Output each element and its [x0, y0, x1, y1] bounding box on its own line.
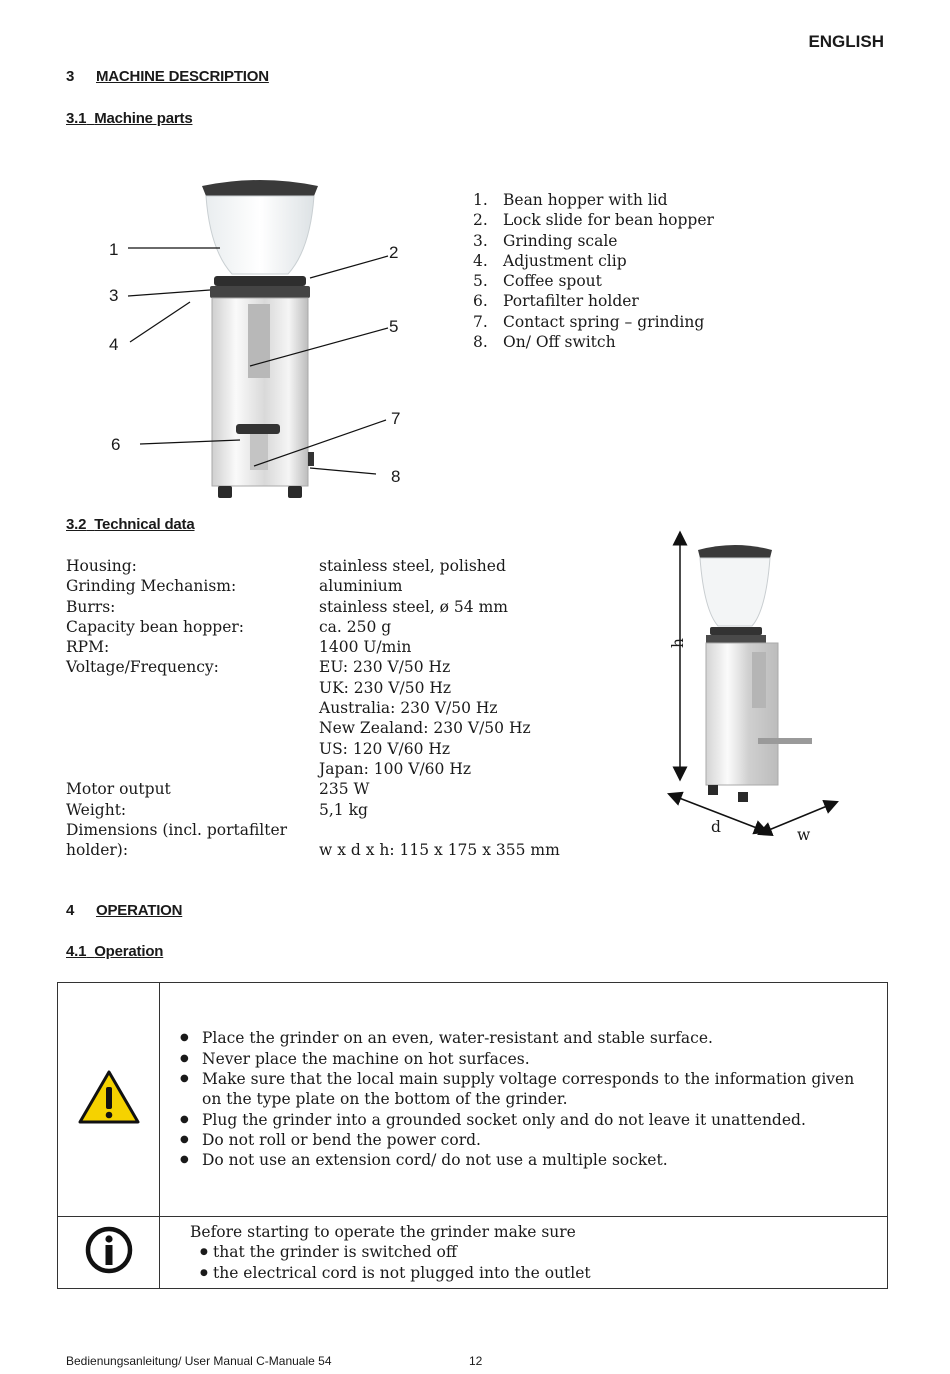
section-number: 3	[66, 68, 75, 85]
table-row: Voltage/Frequency: EU: 230 V/50 Hz UK: 230 V/50 Hz Australia: 230 V/50 Hz New Zealand: 230 V/50 Hz US: 120 V/60 Hz Japan: 100 V/60 Hz	[66, 658, 531, 778]
footer-title: Bedienungsanleitung/ User Manual C-Manuale 54	[66, 1354, 332, 1368]
warning-text-cell	[160, 983, 888, 1217]
table-row	[58, 983, 888, 1217]
list-item: ● Place the grinder on an even, water-resistant and stable surface.	[180, 1028, 857, 1048]
callout-5: 5	[389, 317, 399, 336]
list-item: ● Never place the machine on hot surfaces.	[180, 1049, 857, 1069]
section-number: 4	[66, 902, 75, 919]
list-item: ● Do not use an extension cord/ do not use a multiple socket.	[180, 1150, 857, 1170]
list-item: 8. On/ Off switch	[473, 333, 616, 352]
dimension-depth-label: d	[711, 818, 721, 836]
warning-icon-cell	[58, 983, 160, 1217]
info-icon-cell	[58, 1217, 160, 1289]
warning-icon	[77, 1069, 141, 1125]
section-title: OPERATION	[96, 902, 183, 919]
section-heading-4	[66, 902, 182, 919]
table-row: Motor output 235 W	[66, 780, 370, 799]
parts-list	[473, 190, 714, 352]
list-item: ● Make sure that the local main supply voltage corresponds to the information given on the type plate on the bottom of the grinder.	[180, 1069, 857, 1110]
subsection-number: 4.1	[66, 943, 87, 960]
section-title: MACHINE DESCRIPTION	[96, 68, 269, 85]
grinder-dimensions-illustration	[660, 530, 850, 850]
list-item: ● the electrical cord is not plugged into the outlet	[200, 1263, 877, 1283]
callout-8: 8	[391, 467, 401, 486]
list-item: 5. Coffee spout	[473, 272, 602, 291]
list-item: 2. Lock slide for bean hopper	[473, 211, 714, 230]
grinder-parts-illustration	[100, 170, 430, 510]
subsection-title: Machine parts	[94, 110, 193, 127]
callout-7: 7	[391, 409, 401, 428]
table-row: Housing: stainless steel, polished	[66, 557, 506, 575]
table-row: Capacity bean hopper: ca. 250 g	[66, 617, 392, 636]
technical-data-table	[66, 556, 586, 860]
list-item: 4. Adjustment clip	[473, 251, 627, 270]
subsection-number: 3.2	[66, 516, 87, 533]
list-item: 1. Bean hopper with lid	[473, 191, 668, 209]
info-icon	[84, 1225, 134, 1275]
info-list	[190, 1242, 877, 1283]
subsection-number: 3.1	[66, 110, 87, 127]
table-row	[58, 1217, 888, 1289]
subsection-heading-3-2	[66, 516, 195, 533]
callout-4: 4	[109, 335, 119, 354]
info-text-cell	[160, 1217, 888, 1289]
subsection-title: Operation	[94, 943, 164, 960]
callout-1: 1	[109, 240, 119, 259]
list-item: 3. Grinding scale	[473, 231, 618, 250]
callout-2: 2	[389, 243, 399, 262]
table-row: Weight: 5,1 kg	[66, 800, 368, 819]
table-row: RPM: 1400 U/min	[66, 638, 412, 657]
info-intro: Before starting to operate the grinder make sure	[190, 1223, 576, 1242]
subsection-heading-4-1	[66, 943, 163, 960]
dimension-height-label: h	[669, 638, 687, 648]
page-number: 12	[469, 1354, 483, 1368]
safety-notes-table	[57, 982, 888, 1289]
language-label: ENGLISH	[808, 32, 884, 51]
list-item: ● Do not roll or bend the power cord.	[180, 1130, 857, 1150]
subsection-heading-3-1	[66, 110, 192, 127]
list-item: 7. Contact spring – grinding	[473, 312, 705, 331]
table-row: Grinding Mechanism: aluminium	[66, 577, 403, 596]
section-heading-3	[66, 68, 269, 85]
callout-6: 6	[111, 435, 121, 454]
dimension-width-label: w	[797, 826, 811, 844]
table-row: Burrs: stainless steel, ø 54 mm	[66, 597, 508, 616]
table-row: holder): w x d x h: 115 x 175 x 355 mm	[66, 841, 560, 860]
subsection-title: Technical data	[94, 516, 195, 533]
list-item: 6. Portafilter holder	[473, 292, 639, 311]
warning-list	[170, 1028, 857, 1170]
table-row: Dimensions (incl. portafilter	[66, 820, 288, 839]
callout-3: 3	[109, 286, 119, 305]
list-item: ● that the grinder is switched off	[200, 1242, 877, 1262]
list-item: ● Plug the grinder into a grounded socket only and do not leave it unattended.	[180, 1110, 857, 1130]
